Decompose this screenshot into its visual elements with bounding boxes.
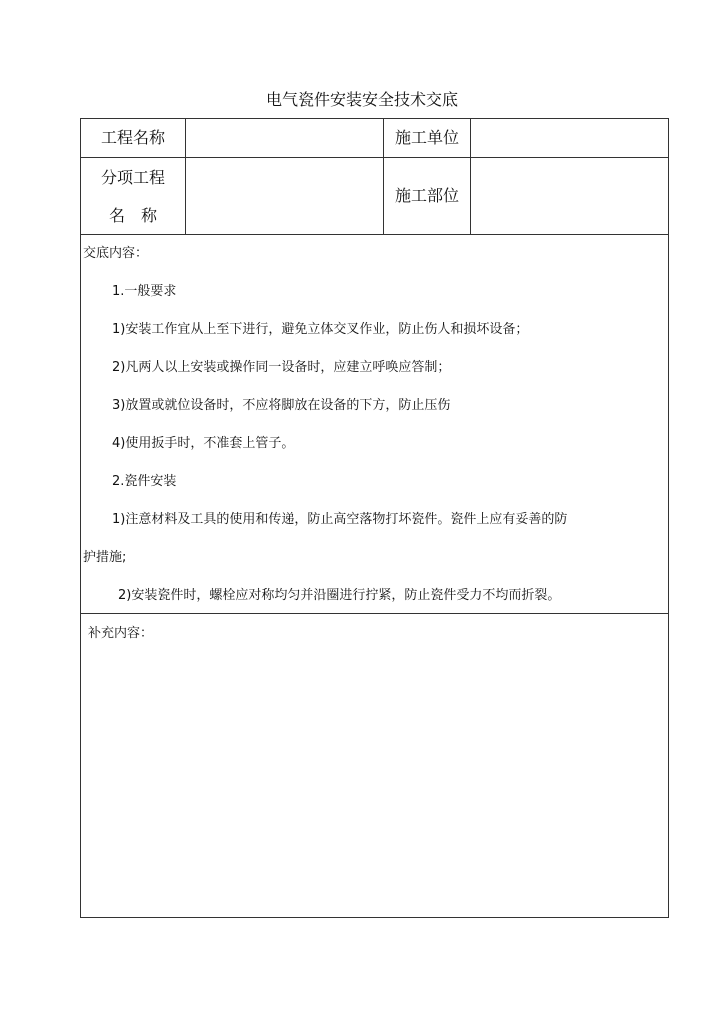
disclosure-line: 护措施;: [83, 550, 127, 565]
document-title: 电气瓷件安装安全技术交底: [265, 90, 458, 109]
disclosure-line: 3)放置或就位设备时，不应将脚放在设备的下方，防止压伤: [112, 398, 451, 413]
row-divider: [81, 157, 668, 158]
row-divider: [81, 234, 668, 235]
row-divider: [81, 613, 668, 614]
project-name-label: 工程名称: [100, 128, 165, 147]
construction-unit-label: 施工单位: [394, 128, 459, 147]
column-divider: [185, 119, 186, 234]
disclosure-table: [80, 118, 669, 918]
disclosure-line: 4)使用扳手时，不准套上管子。: [112, 436, 295, 451]
disclosure-line: 2)安装瓷件时，螺栓应对称均匀并沿圈进行拧紧，防止瓷件受力不均而折裂。: [118, 588, 561, 603]
construction-part-label: 施工部位: [394, 186, 459, 205]
sub-project-label-line2: 名 称: [108, 206, 157, 225]
disclosure-heading: 交底内容：: [83, 246, 149, 261]
disclosure-line: 2.瓷件安装: [112, 474, 177, 489]
disclosure-line: 2)凡两人以上安装或操作同一设备时，应建立呼唤应答制；: [112, 360, 451, 375]
disclosure-line: 1.一般要求: [112, 284, 177, 299]
disclosure-line: 1)注意材料及工具的使用和传递，防止高空落物打坏瓷件。瓷件上应有妥善的防: [112, 512, 568, 527]
sub-project-label-line1: 分项工程: [100, 168, 165, 187]
disclosure-line: 1)安装工作宜从上至下进行，避免立体交叉作业，防止伤人和损坏设备；: [112, 322, 529, 337]
supplement-heading: 补充内容：: [88, 626, 154, 641]
column-divider: [470, 119, 471, 234]
